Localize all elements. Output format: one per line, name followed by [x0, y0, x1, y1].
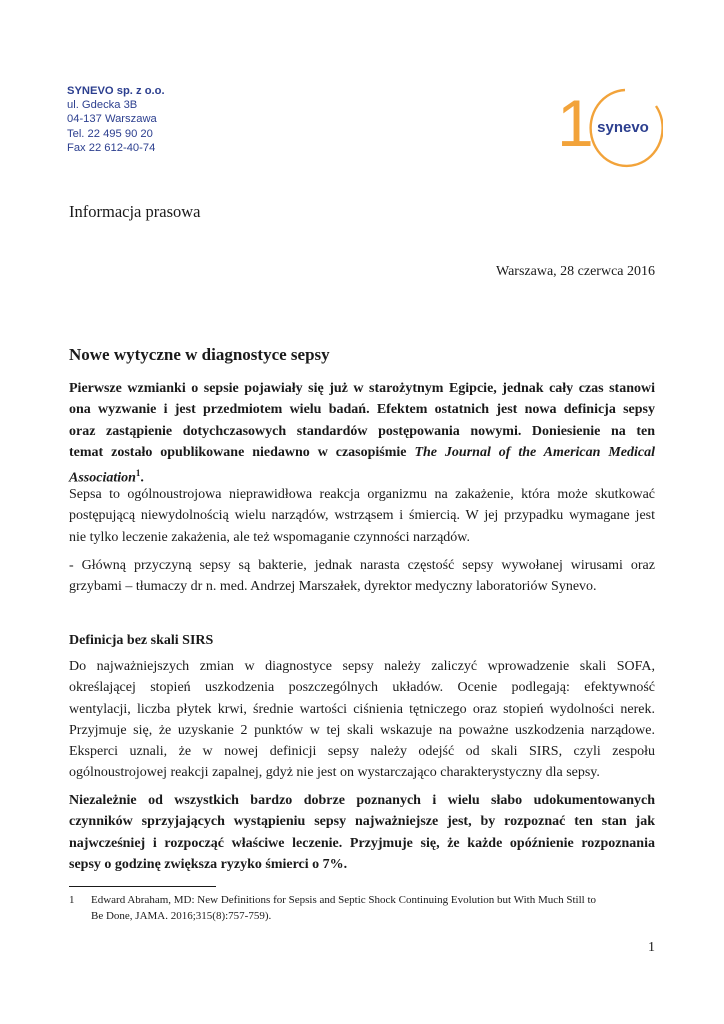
- company-phone: Tel. 22 495 90 20: [67, 127, 153, 140]
- paragraph-line: Do najważniejszych zmian w diagnostyce sepsy należy zaliczyć wprowadzenie skali SOFA,: [69, 659, 655, 674]
- lead-line: ona wyzwanie i jest przedmiotem wielu badań. Efektem ostatnich jest nowa definicja sepsy: [69, 402, 655, 418]
- paragraph-line: postępującą niewydolnością wielu narządów, wstrząsem i śmiercią. W jej przypadku wymagane jest: [69, 508, 655, 524]
- lead-line: oraz zastąpienie dotychczasowych standardów postępowania nowymi. Doniesienie na ten: [69, 423, 655, 439]
- document-type: Informacja prasowa: [69, 202, 201, 221]
- lead-paragraph: [69, 378, 655, 484]
- footnote-ref: 1: [135, 468, 141, 479]
- company-city: 04-137 Warszawa: [67, 113, 157, 126]
- paragraph-line: Przyjmuje się, że uzyskanie 2 punktów w tej skali wskazuje na poważne uszkodzenia narządowe.: [69, 722, 655, 738]
- synevo-10-logo: [553, 88, 663, 170]
- body-paragraph-1: [69, 484, 655, 548]
- paragraph-line: - Główną przyczyną sepsy są bakterie, jednak narasta częstość sepsy wywołanej wirusami oraz: [69, 558, 655, 573]
- company-fax: Fax 22 612-40-74: [67, 141, 156, 154]
- paragraph-line: Eksperci uznali, że w nowej definicji sepsy należy odejść od skali SIRS, czyli zespołu: [69, 744, 655, 760]
- paragraph-line: grzybami – tłumaczy dr n. med. Andrzej Marszałek, dyrektor medyczny laboratoriów Synevo.: [69, 579, 597, 595]
- paragraph-line: Sepsa to ogólnoustrojowa nieprawidłowa reakcja organizmu na zakażenie, która może skutkować: [69, 487, 655, 502]
- company-name: SYNEVO sp. z o.o.: [67, 85, 165, 97]
- footnote-number: 1: [69, 894, 75, 906]
- page-title: Nowe wytyczne w diagnostyce sepsy: [69, 345, 330, 364]
- company-address: [67, 84, 165, 155]
- company-street: ul. Gdecka 3B: [67, 99, 138, 112]
- page-number: 1: [648, 940, 655, 955]
- paragraph-line: Niezależnie od wszystkich bardzo dobrze poznanych i wielu słabo udokumentowanych: [69, 793, 655, 808]
- journal-name-end: Association: [69, 470, 136, 486]
- footnote-text-line: Be Done, JAMA. 2016;315(8):757-759).: [91, 909, 272, 922]
- paragraph-line: najwcześniej i rozpocząć właściwe leczenie. Przyjmuje się, że każde opóźnienie rozpoznania: [69, 835, 655, 851]
- body-paragraph-2: [69, 555, 655, 598]
- lead-line: Pierwsze wzmianki o sepsie pojawiały się już w starożytnym Egipcie, jednak cały czas stanowi: [69, 381, 655, 396]
- paragraph-line: wentylacji, liczba płytek krwi, średnie wartości ciśnienia tętniczego oraz stopień wydolności nerek.: [69, 701, 655, 717]
- body-paragraph-3: [69, 656, 655, 784]
- lead-line: Association$^1$.: [69, 468, 144, 486]
- footnote-text-line: Edward Abraham, MD: New Definitions for Sepsis and Septic Shock Continuing Evolution but With Much Still to: [91, 894, 597, 906]
- section-heading: Definicja bez skali SIRS: [69, 633, 214, 648]
- footnote: [69, 893, 659, 924]
- lead-line-text: temat zostało opublikowane niedawno w czasopiśmie: [69, 444, 407, 460]
- logo-wordmark: synevo: [597, 119, 649, 136]
- body-paragraph-4: [69, 790, 655, 875]
- lead-line: [69, 442, 655, 463]
- paragraph-line: czynników sprzyjających wystąpieniu sepsy najważniejsze jest, by rozpoznać ten stan jak: [69, 814, 655, 830]
- document-date: Warszawa, 28 czerwca 2016: [495, 264, 655, 279]
- logo-anniversary-digit: 1: [557, 88, 594, 160]
- paragraph-line: nie tylko leczenie zakażenia, ale też wspomaganie czynności narządów.: [69, 529, 471, 545]
- footnote-divider: [69, 886, 216, 887]
- paragraph-line: sepsy o godzinę zwiększa ryzyko śmierci o 7%.: [69, 856, 348, 872]
- journal-name: The Journal of the American Medical: [414, 444, 655, 460]
- paragraph-line: określającej stopień uszkodzenia poszczególnych układów. Ocenie podlegają: efektywność: [69, 680, 655, 696]
- paragraph-line: ogólnoustrojowej reakcji zapalnej, gdyż nie jest on wystarczająco charakterystyczny dla sepsy.: [69, 765, 600, 781]
